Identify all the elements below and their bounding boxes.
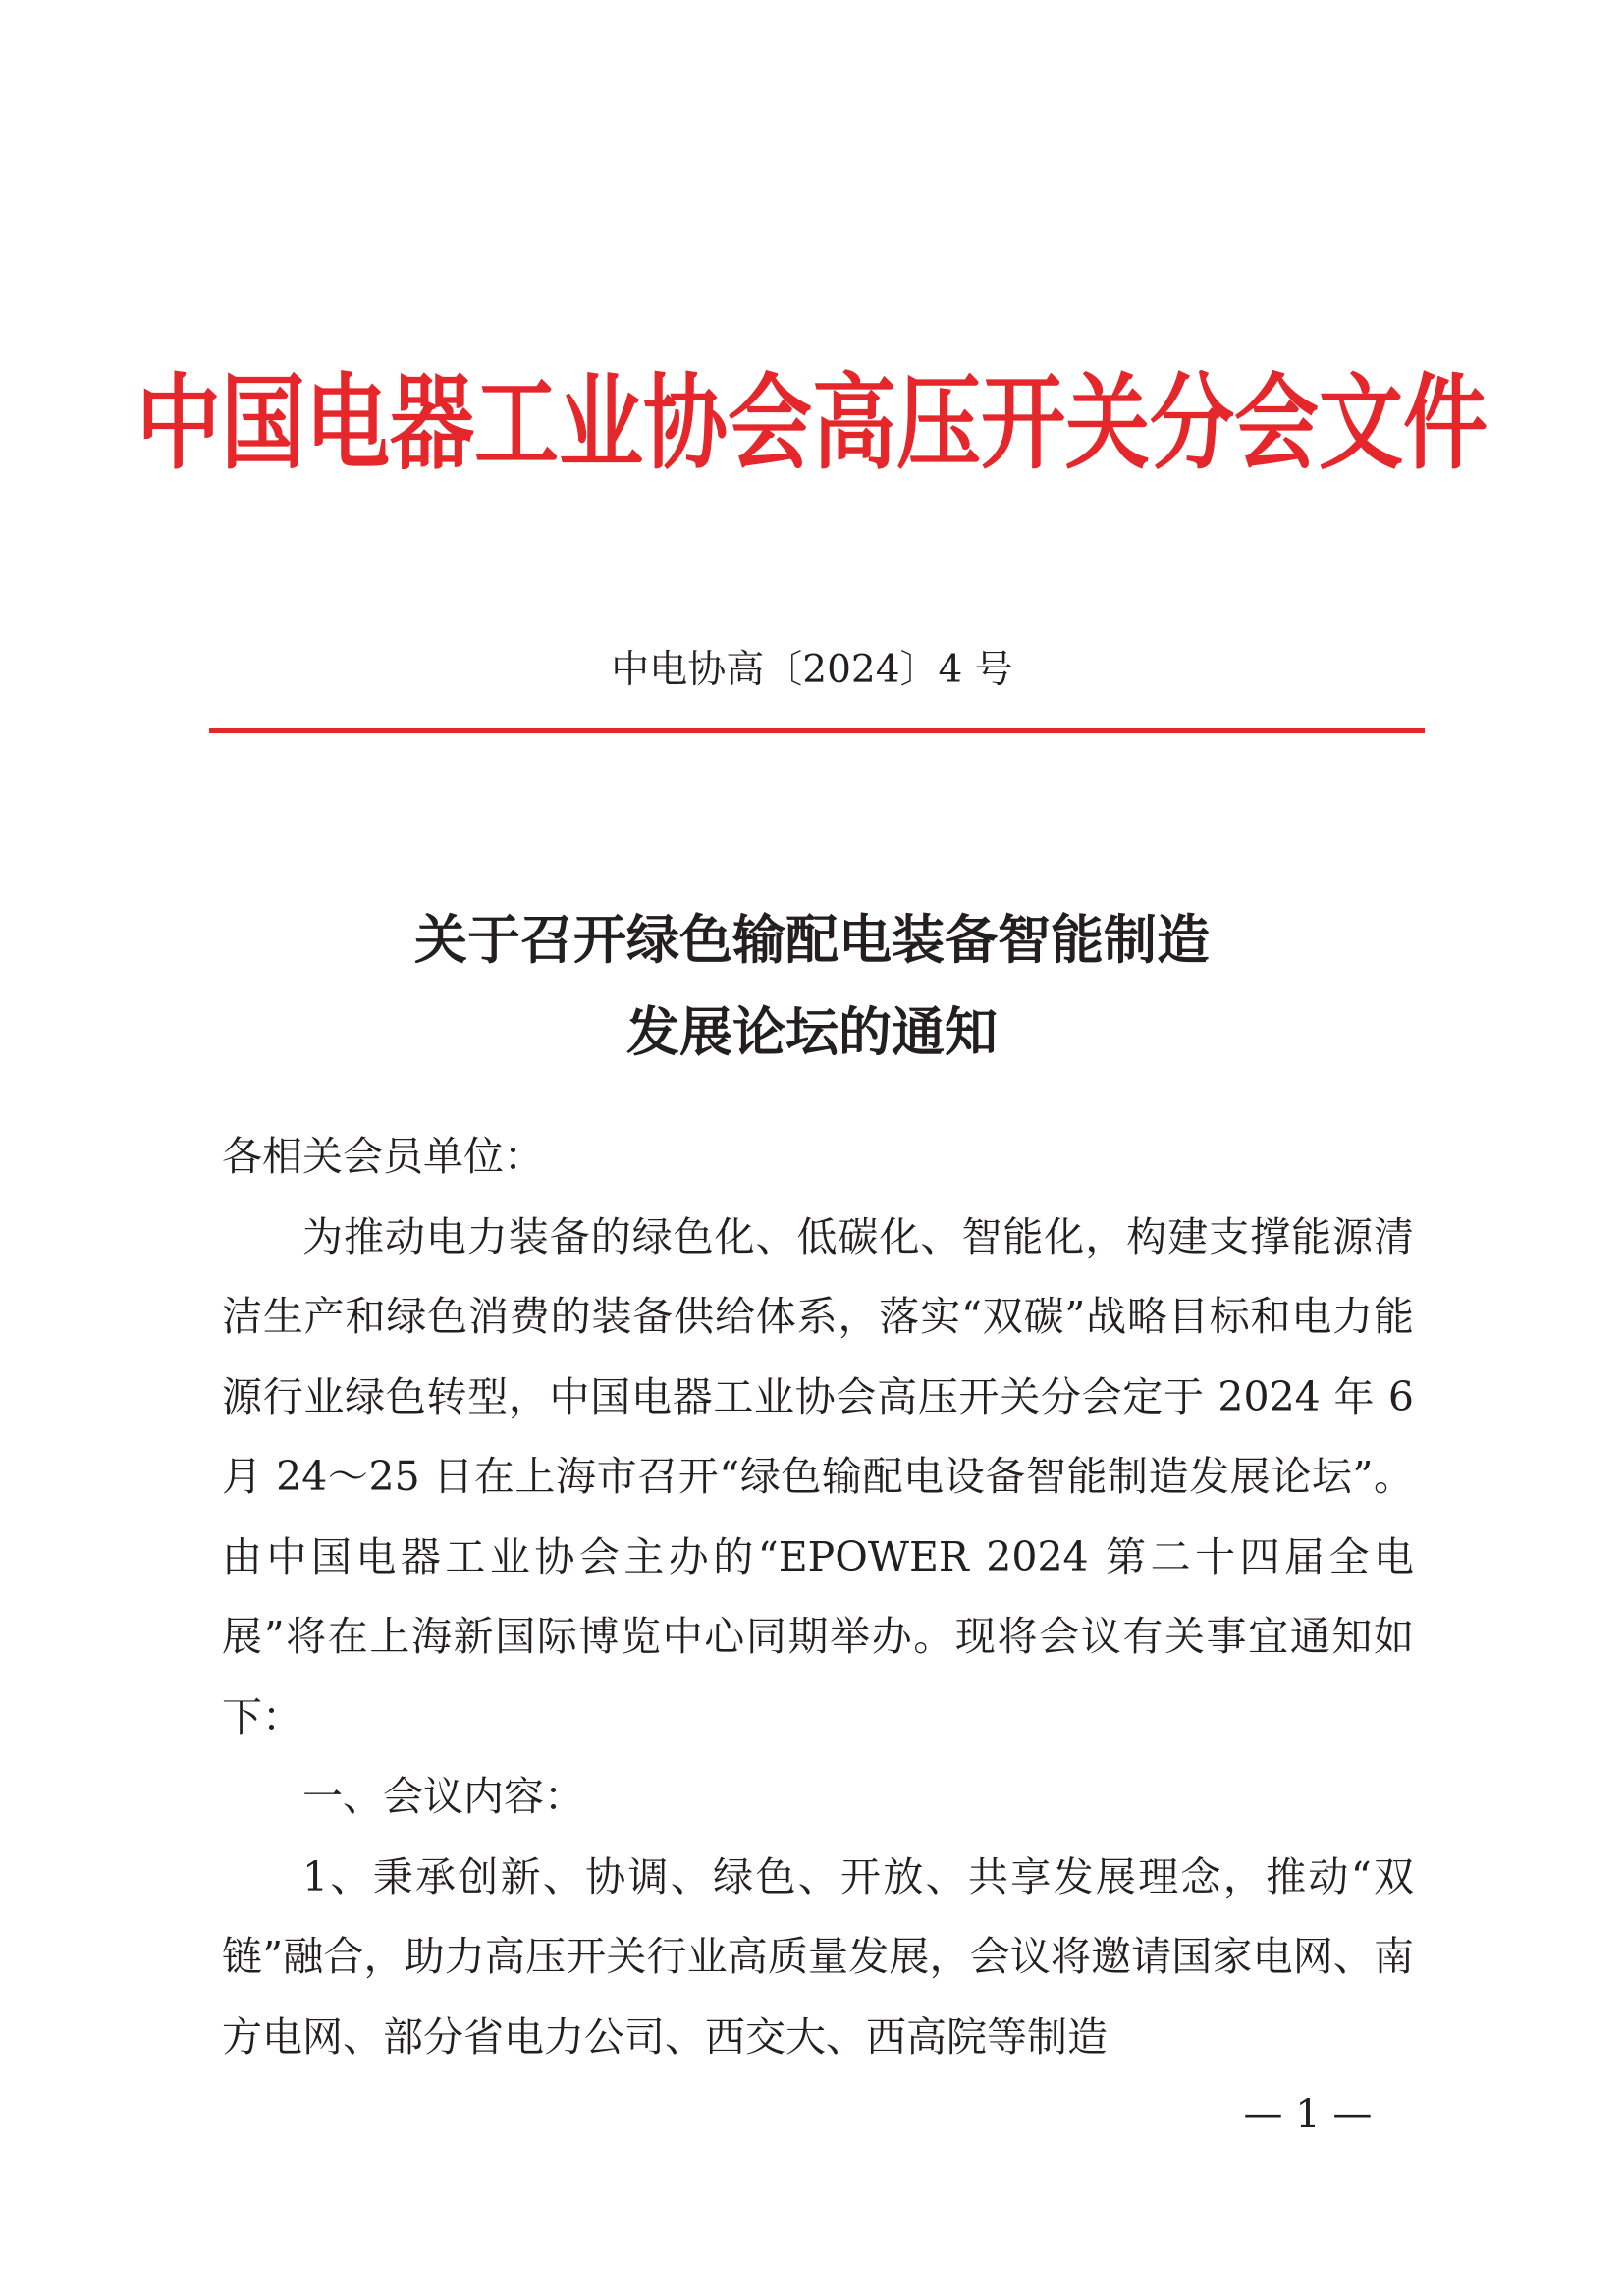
title-line-1: 关于召开绿色输配电装备智能制造 <box>414 908 1210 971</box>
document-number: 中电协高〔2024〕4 号 <box>611 648 1013 692</box>
document-body <box>222 1117 1414 2077</box>
paragraph-intro: 为推动电力装备的绿色化、低碳化、智能化，构建支撑能源清洁生产和绿色消费的装备供给体系，落实“双碳”战略目标和电力能源行业绿色转型，中国电器工业协会高压开关分会定于 2024 年 6 月 24～25 日在上海市召开“绿色输配电设备智能制造发展论坛”。由中国电器工业协会主办的“EPOWER 2024 第二十四届全电展”将在上海新国际博览中心同期举办。现将会议有关事宜通知如下： <box>222 1212 1414 1740</box>
document-title <box>0 893 1624 1078</box>
issuer-header: 中国电器工业协会高压开关分会文件 <box>136 362 1488 485</box>
salutation: 各相关会员单位： <box>222 1133 544 1180</box>
paragraph-item-1: 1、秉承创新、协调、绿色、开放、共享发展理念，推动“双链”融合，助力高压开关行业高质量发展，会议将邀请国家电网、南方电网、部分省电力公司、西交大、西高院等制造 <box>222 1852 1414 2060</box>
title-line-2: 发展论坛的通知 <box>626 1000 998 1063</box>
page-number: — 1 — <box>1243 2092 1373 2137</box>
section-heading-1: 一、会议内容： <box>302 1773 584 1820</box>
red-divider-line <box>209 728 1425 733</box>
